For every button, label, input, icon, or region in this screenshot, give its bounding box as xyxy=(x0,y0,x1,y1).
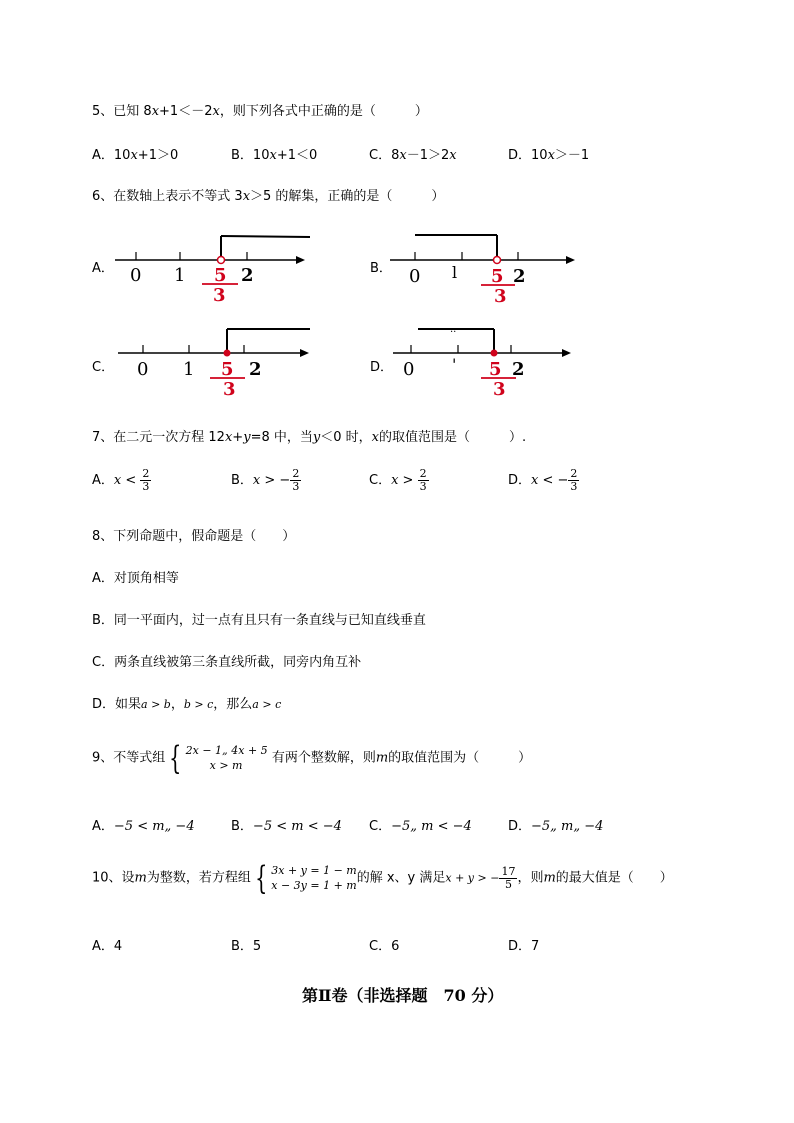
q10-option-a: A．4 xyxy=(92,939,123,954)
q5-option-d: D．10x＞－1 xyxy=(508,148,590,163)
q8-option-a: A．对顶角相等 xyxy=(92,571,179,586)
q6-option-d-label: D． xyxy=(370,360,394,375)
left-brace: { xyxy=(169,739,182,777)
q6-number-line-b xyxy=(385,228,580,306)
q9-stem: 9、不等式组 { 2x − 1„ 4x + 5 x > m 有两个整数解，则m的取值范围为（ ） xyxy=(92,739,532,777)
svg-text:..: .. xyxy=(450,324,457,335)
section-title: 第Ⅱ卷（非选择题 70 分） xyxy=(302,986,504,1005)
svg-text:3: 3 xyxy=(223,379,236,400)
q9-option-b: B．−5 < m < −4 xyxy=(231,819,342,834)
q6-number-line-d xyxy=(388,318,578,400)
q6-option-b-label: B． xyxy=(370,261,392,276)
q6-option-c-label: C． xyxy=(92,360,115,375)
q7-option-d: D．x < − $\frac{2}{3}$ xyxy=(508,467,578,493)
q7-option-c: C．x > $\frac{2}{3}$ xyxy=(369,467,427,493)
svg-text:2: 2 xyxy=(513,266,526,287)
svg-text:2: 2 xyxy=(249,359,262,380)
q6-stem: 6、在数轴上表示不等式 3x＞5 的解集，正确的是（ ） xyxy=(92,189,445,204)
equation-system: 3x + y = 1 − m x − 3y = 1 + m xyxy=(271,864,357,892)
q8-option-d: D．如果a > b，b > c，那么a > c xyxy=(92,697,282,712)
q5-stem: 5、已知 8x+1＜－2x，则下列各式中正确的是（ ） xyxy=(92,104,428,119)
q10-stem: 10、设m为整数，若方程组 { 3x + y = 1 − m x − 3y = 1 + m 的解 x、y 满足x + y > − $\frac{17}{5}$ ，则m的最大值是（ ） xyxy=(92,859,673,897)
q7-option-a: A．x < $\frac{2}{3}$ xyxy=(92,467,150,493)
svg-text:1: 1 xyxy=(183,359,195,380)
svg-text:3: 3 xyxy=(493,379,506,400)
svg-text:0: 0 xyxy=(403,359,415,380)
svg-text:0: 0 xyxy=(130,265,142,286)
q8-option-c: C．两条直线被第三条直线所截，同旁内角互补 xyxy=(92,655,362,670)
q5-option-b: B．10x+1＜0 xyxy=(231,148,318,163)
svg-text:0: 0 xyxy=(137,359,149,380)
q7-stem: 7、在二元一次方程 12x+y=8 中，当y＜0 时，x的取值范围是（ ）. xyxy=(92,430,527,445)
svg-text:5: 5 xyxy=(214,265,227,286)
inequality-system: 2x − 1„ 4x + 5 x > m xyxy=(185,744,268,772)
q10-option-b: B．5 xyxy=(231,939,262,954)
q6-number-line-a xyxy=(110,228,310,306)
svg-text:2: 2 xyxy=(512,359,525,380)
svg-text:1: 1 xyxy=(174,265,186,286)
svg-text:0: 0 xyxy=(409,266,421,287)
q9-option-c: C．−5„ m < −4 xyxy=(369,819,472,834)
q10-option-c: C．6 xyxy=(369,939,400,954)
q6-number-line-c xyxy=(113,318,313,400)
q9-option-d: D．−5„ m„ −4 xyxy=(508,819,604,834)
svg-text:5: 5 xyxy=(221,359,234,380)
svg-text:5: 5 xyxy=(489,359,502,380)
svg-text:5: 5 xyxy=(491,266,504,287)
q5-option-c: C．8x－1＞2x xyxy=(369,148,457,163)
q7-option-b: B．x > − $\frac{2}{3}$ xyxy=(231,467,300,493)
q5-option-a: A．10x+1＞0 xyxy=(92,148,179,163)
svg-text:3: 3 xyxy=(494,286,507,306)
svg-text:l: l xyxy=(452,263,458,282)
svg-text:3: 3 xyxy=(213,285,226,306)
q8-option-b: B．同一平面内，过一点有且只有一条直线与已知直线垂直 xyxy=(92,613,426,628)
svg-text:2: 2 xyxy=(241,265,254,286)
q10-option-d: D．7 xyxy=(508,939,540,954)
left-brace: { xyxy=(254,859,268,897)
q6-option-a-label: A． xyxy=(92,261,114,276)
svg-text:': ' xyxy=(452,355,457,374)
q8-stem: 8、下列命题中，假命题是（ ） xyxy=(92,529,296,544)
q9-option-a: A．−5 < m„ −4 xyxy=(92,819,195,834)
